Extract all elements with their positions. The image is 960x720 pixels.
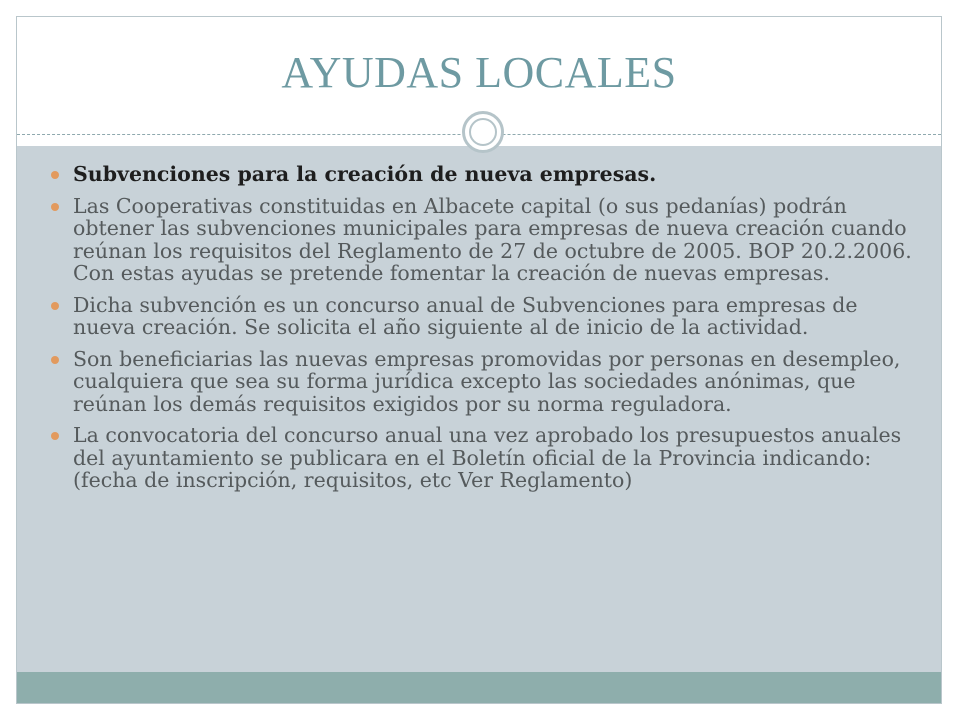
bullet-text: La convocatoria del concurso anual una vez aprobado los presupuestos anuales del ayuntamiento se publicara en el Boletín oficial de la Provincia indicando:(fecha de inscripción, requisitos, etc Ver Reglamento) bbox=[73, 423, 902, 492]
bullet-text: Subvenciones para la creación de nueva empresas. bbox=[73, 162, 657, 186]
bullet-text: Dicha subvención es un concurso anual de Subvenciones para empresas de nueva creación. Se solicita el año siguiente al de inicio de la actividad. bbox=[73, 292, 858, 339]
bullet-text: Son beneficiarias las nuevas empresas promovidas por personas en desempleo, cualquiera que sea su forma jurídica excepto las sociedades anónimas, que reúnan los demás requisitos exigidos por su norma reguladora. bbox=[73, 346, 901, 416]
bullet-dot-icon bbox=[51, 203, 59, 211]
bullet-text: Las Cooperativas constituidas en Albacete capital (o sus pedanías) podrán obtener las subvenciones municipales para empresas de nueva creación cuando reúnan los requisitos del Reglamento de 27 de octubre de 2005. BOP 20.2.2006. Con estas ayudas se pretende fomentar la creación de nuevas empresas. bbox=[73, 193, 912, 285]
bullet-list bbox=[51, 163, 926, 501]
bullet-dot-icon bbox=[51, 171, 59, 179]
bullet-dot-icon bbox=[51, 432, 59, 440]
bullet-item bbox=[51, 348, 926, 416]
bullet-item bbox=[51, 294, 926, 339]
slide bbox=[16, 16, 942, 704]
bullet-item bbox=[51, 424, 926, 492]
circle-ornament-icon bbox=[462, 111, 504, 153]
bullet-dot-icon bbox=[51, 302, 59, 310]
slide-title: AYUDAS LOCALES bbox=[281, 48, 677, 97]
bullet-dot-icon bbox=[51, 356, 59, 364]
footer-band bbox=[17, 672, 941, 704]
bullet-item bbox=[51, 195, 926, 285]
bullet-heading bbox=[51, 163, 926, 186]
